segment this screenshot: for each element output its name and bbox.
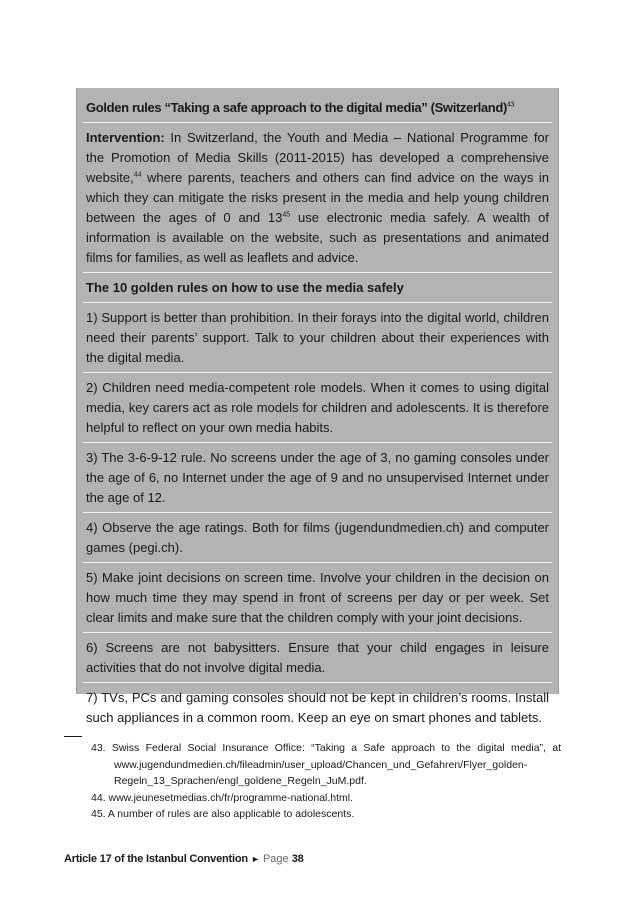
page-label: Page xyxy=(262,853,289,865)
footnotes xyxy=(91,740,561,823)
intervention-label: Intervention: xyxy=(86,130,165,145)
page-number: 38 xyxy=(291,853,304,865)
golden-rules-box xyxy=(76,88,559,725)
rule-item: 1) Support is better than prohibition. In their forays into the digital world, children need their parents’ support. Talk to your children about their experiences with the digital media. xyxy=(83,303,552,373)
footnote-45: 45. A number of rules are also applicable to adolescents. xyxy=(91,808,355,820)
footnote-separator xyxy=(64,736,82,737)
rule-item: 5) Make joint decisions on screen time. Involve your children in the decision on how much time they may spend in front of screens per day or per week. Set clear limits and make sure that the children comply with your joint decisions. xyxy=(83,563,552,633)
footnote-43: 43. Swiss Federal Social Insurance Office: “Taking a Safe approach to the digital media”, at www.jugendundmedien.ch/fileadmin/user_upload/Chancen_und_Gefahren/Flyer_golden-Regeln_13_Sprachen/engl_goldene_Regeln_JuM.pdf. xyxy=(91,742,561,787)
footer-title: Article 17 of the Istanbul Convention xyxy=(64,853,248,865)
intervention-text-1: In Switzerland, the Youth and Media – National Programme for the Promotion of Media Skills (2011-2015) has developed a comprehensive website, xyxy=(86,130,549,185)
rule-item: 7) TVs, PCs and gaming consoles should not be kept in children’s rooms. Install such appliances in a common room. Keep an eye on smart phones and tablets. xyxy=(86,690,549,725)
box-title xyxy=(83,88,552,123)
rule-item: 4) Observe the age ratings. Both for films (jugendundmedien.ch) and computer games (pegi.ch). xyxy=(83,513,552,563)
rule-item: 3) The 3-6-9-12 rule. No screens under the age of 3, no gaming consoles under the age of 6, no Internet under the age of 9 and no unsupervised Internet under the age of 12. xyxy=(83,443,552,513)
intervention-text-3: use electronic media safely. A wealth of information is available on the website, such as presentations and animated films for families, as well as leaflets and advice. xyxy=(86,210,549,265)
intervention-text-2: where parents, teachers and others can find advice on the ways in which they can mitigate the risks present in the media and help young children between the ages of 0 and 13 xyxy=(86,170,549,225)
intervention-paragraph xyxy=(83,123,552,273)
rule-item: 2) Children need media-competent role models. When it comes to using digital media, key carers act as role models for children and adolescents. It is therefore helpful to reflect on your own media habits. xyxy=(83,373,552,443)
rules-heading: The 10 golden rules on how to use the media safely xyxy=(83,273,552,303)
page-footer xyxy=(64,853,304,865)
footnote-ref-44: 44 xyxy=(133,171,142,179)
footnote-ref-43: 43 xyxy=(506,101,515,109)
rule-item: 6) Screens are not babysitters. Ensure that your child engages in leisure activities that do not involve digital media. xyxy=(83,633,552,683)
footnote-44: 44. www.jeunesetmedias.ch/fr/programme-national.html. xyxy=(91,791,354,804)
arrow-right-icon: ► xyxy=(250,854,260,864)
box-title-text: Golden rules “Taking a safe approach to the digital media” (Switzerland) xyxy=(86,100,507,115)
footnote-ref-45: 45 xyxy=(282,211,291,219)
